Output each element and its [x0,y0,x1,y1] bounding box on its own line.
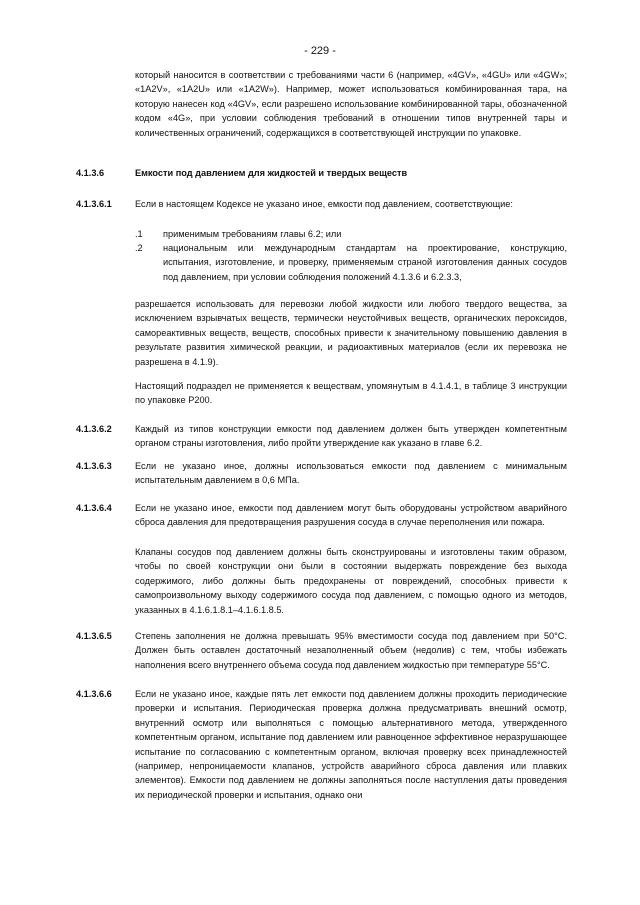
clause-1-paragraph-2: разрешается использовать для перевозки любой жидкости или любого твердого вещества, за исключением взрывчатых веществ, термически неустойчивых веществ, органических пероксидов, самореактивных веществ, веществ, способных привести к значительному повышению давления в результате развития химической реакции, и радиоактивных материалов (если их перевозка не разрешена в 4.1.9). [135,299,567,367]
clause-4-paragraph-2: Клапаны сосудов под давлением должны быть сконструированы и изготовлены таким образом, чтобы по своей конструкции они были в состоянии выдержать повреждение без выхода содержимого, либо должны быть предохранены от повреждений, способных привести к самопроизвольному выходу содержимого сосуда под давлением, с помощью одного из методов, указанных в 4.1.6.1.8.1–4.1.6.1.8.5. [135,547,567,615]
clause-4-paragraph-1: Если не указано иное, емкости под давлением могут быть оборудованы устройством аварийного сброса давления для предотвращения разрушения сосуда в случае переполнения или пожара. [135,503,567,528]
clause-5-text: Степень заполнения не должна превышать 95% вместимости сосуда под давлением при 50°C. Должен быть оставлен достаточный незаполненный объем (недолив) с тем, чтобы избежать наполнения всего внутреннего объема сосуда под давлением жидкостью при температуре 55°C. [135,631,567,670]
section-title: Емкости под давлением для жидкостей и твердых веществ [135,168,408,178]
clause-number-1: 4.1.3.6.1 [76,199,112,209]
list-item-mark: .1 [135,229,143,239]
clause-number-4: 4.1.3.6.4 [76,503,112,513]
page-number: - 229 - [304,45,336,57]
clause-3-text: Если не указано иное, должны использоваться емкости под давлением с минимальным испытательным давлением в 0,6 МПа. [135,461,567,486]
section-number: 4.1.3.6 [76,168,105,178]
list-item-text: национальным или международным стандартам на проектирование, конструкцию, испытания, изготовление, и проверку, применяемым страной изготовления данных сосудов под давлением, при условии соблюдения положений 4.1.3.6 и 6.2.3.3, [163,243,567,282]
clause-1-paragraph-3: Настоящий подраздел не применяется к веществам, упомянутым в 4.1.4.1, в таблице 3 инструкции по упаковке P200. [135,381,567,406]
clause-1-lead: Если в настоящем Кодексе не указано иное, емкости под давлением, соответствующие: [135,199,513,209]
clause-number-3: 4.1.3.6.3 [76,461,112,471]
clause-number-6: 4.1.3.6.6 [76,689,112,699]
list-item-text: применимым требованиям главы 6.2; или [163,229,342,239]
clause-6-text: Если не указано иное, каждые пять лет емкости под давлением должны проходить периодические проверки и испытания. Периодическая проверка должна предусматривать внешний осмотр, внутренний осмотр или выполняться с помощью альтернативного метода, утвержденного компетентным органом, испытание под давлением или равноценное эффективное неразрушающее испытание по согласованию с компетентным органом, включая проверку всех принадлежностей (например, непроницаемости клапанов, устройств аварийного сброса давления или плавких элементов). Емкости под давлением не должны заполняться после наступления даты проведения их периодической проверки и испытания, однако они [135,689,567,800]
intro-paragraph: который наносится в соответствии с требованиями части 6 (например, «4GV», «4GU» или «4GW»; «1A2V», «1A2U» или «1A2W»). Например, может использоваться комбинированная тара, на которую нанесен код «4GV», если разрешено использование комбинированной тары, обозначенной кодом «4G», при условии соблюдения требований в отношении типов внутренней тары и количественных ограничений, содержащихся в соответствующей инструкции по упаковке. [135,70,567,138]
clause-number-2: 4.1.3.6.2 [76,424,112,434]
list-item-mark: .2 [135,243,143,253]
clause-number-5: 4.1.3.6.5 [76,631,112,641]
clause-2-text: Каждый из типов конструкции емкости под давлением должен быть утвержден компетентным органом страны изготовления, либо пройти утверждение как указано в главе 6.2. [135,424,567,449]
